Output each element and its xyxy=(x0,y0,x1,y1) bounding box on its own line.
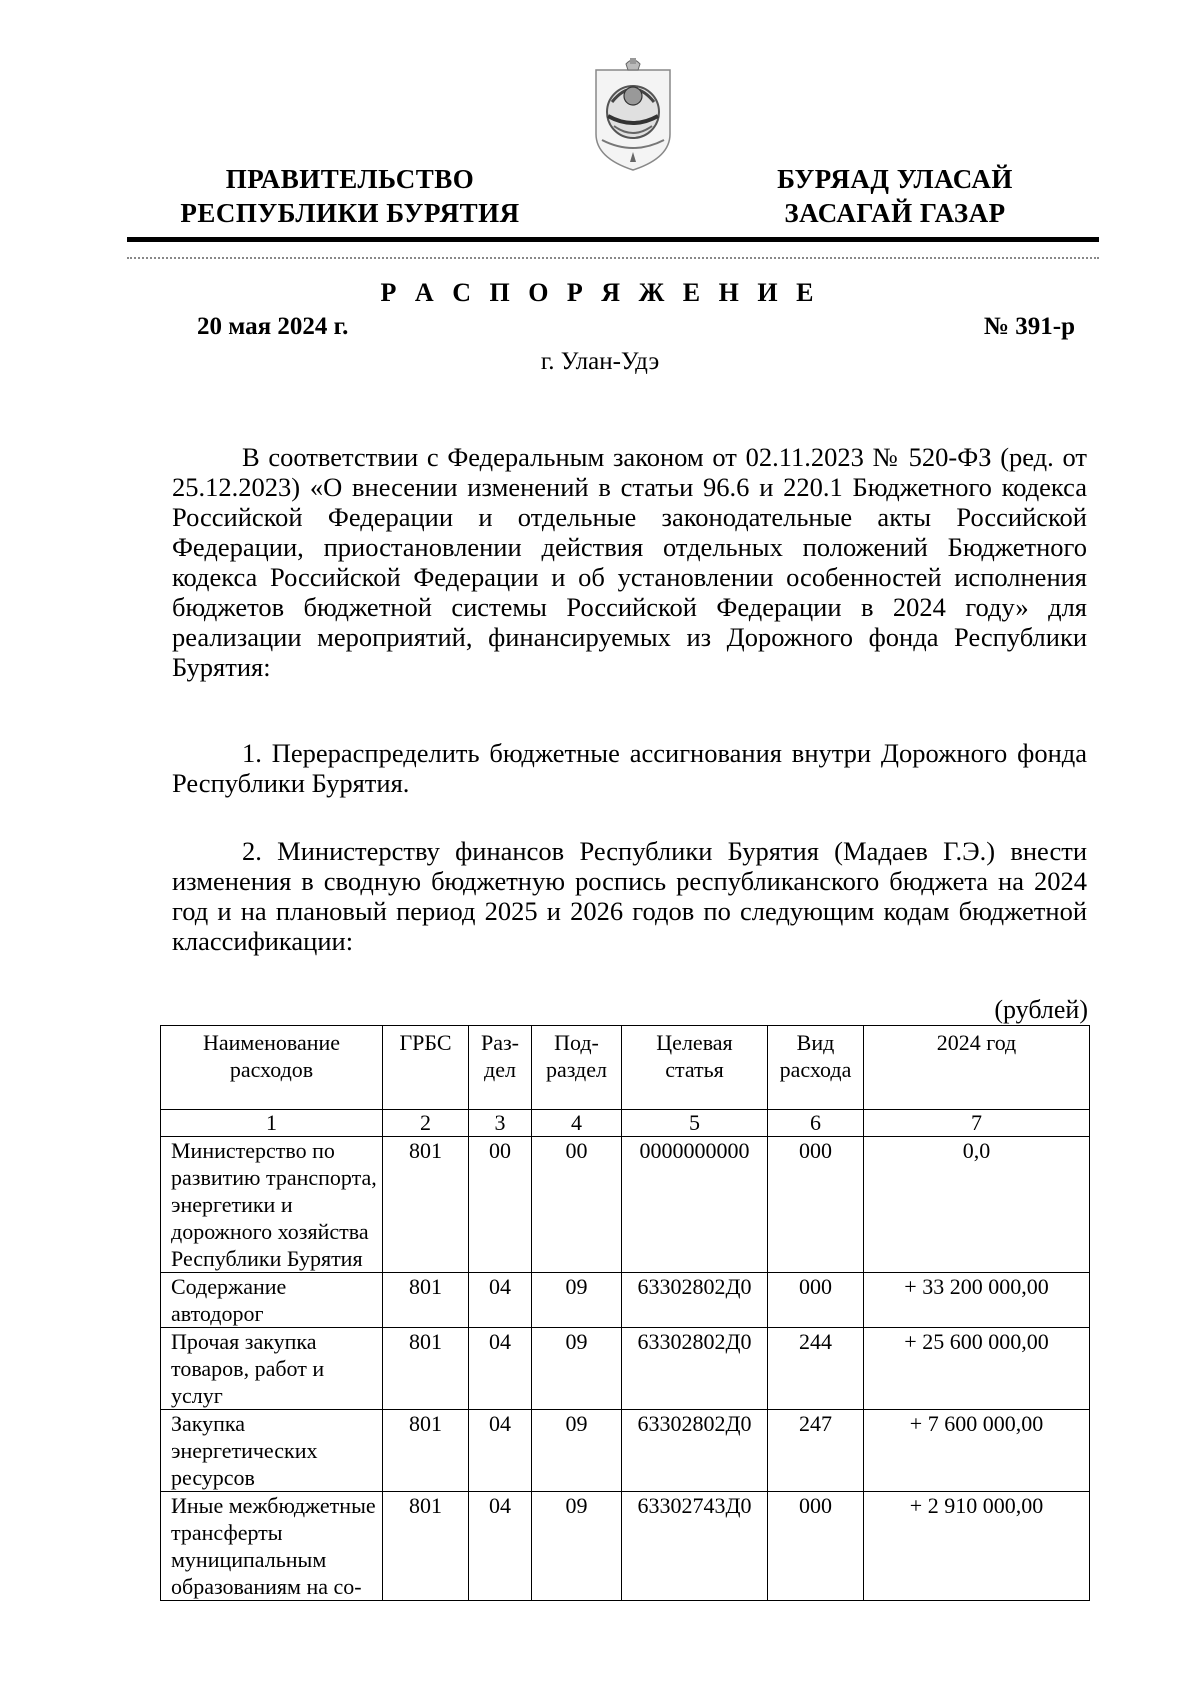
row-target: 63302743Д0 xyxy=(622,1492,768,1601)
row-podrazdel: 09 xyxy=(532,1328,622,1410)
row-grbs: 801 xyxy=(383,1328,469,1410)
row-grbs: 801 xyxy=(383,1273,469,1328)
header-name: Наименование расходов xyxy=(161,1026,383,1110)
row-grbs: 801 xyxy=(383,1410,469,1492)
table-header-row xyxy=(161,1026,1090,1110)
header-year: 2024 год xyxy=(864,1026,1090,1110)
header-target: Целевая статья xyxy=(622,1026,768,1110)
row-name: Закупка энергетических ресурсов xyxy=(161,1410,383,1492)
table-row xyxy=(161,1137,1090,1273)
order-item-1: 1. Перераспределить бюджетные ассигнования внутри Дорожного фонда Республики Бурятия. xyxy=(172,738,1087,798)
header-vid: Вид расхода xyxy=(768,1026,864,1110)
government-name-russian xyxy=(160,162,540,230)
row-amount: 0,0 xyxy=(864,1137,1090,1273)
row-name: Содержание автодорог xyxy=(161,1273,383,1328)
header-divider-dotted xyxy=(127,257,1099,259)
order-item-2: 2. Министерству финансов Республики Бурятия (Мадаев Г.Э.) внести изменения в сводную бюджетную роспись республиканского бюджета на 2024 год и на плановый период 2025 и 2026 годов по следующим кодам бюджетной классификации: xyxy=(172,836,1087,956)
col-number: 2 xyxy=(383,1110,469,1137)
row-name: Иные межбюджетные трансферты муниципальным образованиям на со- xyxy=(161,1492,383,1601)
table-row xyxy=(161,1492,1090,1601)
row-vid: 000 xyxy=(768,1273,864,1328)
col-number: 4 xyxy=(532,1110,622,1137)
document-date: 20 мая 2024 г. xyxy=(197,313,349,340)
row-amount: + 25 600 000,00 xyxy=(864,1328,1090,1410)
table-row xyxy=(161,1328,1090,1410)
row-target: 0000000000 xyxy=(622,1137,768,1273)
coat-of-arms-emblem xyxy=(592,56,674,174)
government-name-buryat xyxy=(745,162,1045,230)
row-amount: + 2 910 000,00 xyxy=(864,1492,1090,1601)
row-amount: + 7 600 000,00 xyxy=(864,1410,1090,1492)
col-number: 5 xyxy=(622,1110,768,1137)
row-target: 63302802Д0 xyxy=(622,1410,768,1492)
header-podrazdel: Под-раздел xyxy=(532,1026,622,1110)
row-razdel: 04 xyxy=(469,1328,532,1410)
row-vid: 000 xyxy=(768,1492,864,1601)
col-number: 6 xyxy=(768,1110,864,1137)
row-target: 63302802Д0 xyxy=(622,1328,768,1410)
header-grbs: ГРБС xyxy=(383,1026,469,1110)
budget-table xyxy=(160,1025,1090,1601)
row-amount: + 33 200 000,00 xyxy=(864,1273,1090,1328)
preamble-paragraph: В соответствии с Федеральным законом от 02.11.2023 № 520-ФЗ (ред. от 25.12.2023) «О внесении изменений в статьи 96.6 и 220.1 Бюджетного кодекса Российской Федерации и отдельные законодательные акты Российской Федерации, приостановлении действия отдельных положений Бюджетного кодекса Российской Федерации и об установлении особенностей исполнения бюджетов бюджетной системы Российской Федерации в 2024 году» для реализации мероприятий, финансируемых из Дорожного фонда Республики Бурятия: xyxy=(172,442,1087,682)
org-bur-line1: БУРЯАД УЛАСАЙ xyxy=(777,164,1013,194)
row-podrazdel: 00 xyxy=(532,1137,622,1273)
row-grbs: 801 xyxy=(383,1492,469,1601)
col-number: 1 xyxy=(161,1110,383,1137)
row-vid: 247 xyxy=(768,1410,864,1492)
org-ru-line2: РЕСПУБЛИКИ БУРЯТИЯ xyxy=(180,198,520,228)
row-podrazdel: 09 xyxy=(532,1410,622,1492)
row-podrazdel: 09 xyxy=(532,1273,622,1328)
table-row xyxy=(161,1410,1090,1492)
document-number: № 391-р xyxy=(983,313,1075,340)
table-unit-label: (рублей) xyxy=(994,995,1088,1024)
row-vid: 244 xyxy=(768,1328,864,1410)
row-razdel: 00 xyxy=(469,1137,532,1273)
table-row xyxy=(161,1273,1090,1328)
row-razdel: 04 xyxy=(469,1273,532,1328)
document-city: г. Улан-Удэ xyxy=(540,348,660,375)
col-number: 3 xyxy=(469,1110,532,1137)
row-razdel: 04 xyxy=(469,1492,532,1601)
table-column-numbers-row xyxy=(161,1110,1090,1137)
row-razdel: 04 xyxy=(469,1410,532,1492)
row-target: 63302802Д0 xyxy=(622,1273,768,1328)
org-bur-line2: ЗАСАГАЙ ГАЗАР xyxy=(784,198,1006,228)
org-ru-line1: ПРАВИТЕЛЬСТВО xyxy=(225,164,475,194)
row-name: Прочая закупка товаров, работ и услуг xyxy=(161,1328,383,1410)
row-podrazdel: 09 xyxy=(532,1492,622,1601)
row-vid: 000 xyxy=(768,1137,864,1273)
document-type-title: Р А С П О Р Я Ж Е Н И Е xyxy=(380,278,820,307)
col-number: 7 xyxy=(864,1110,1090,1137)
row-name: Министерство по развитию транспорта, энергетики и дорожного хозяйства Республики Бурятия xyxy=(161,1137,383,1273)
header-divider-thick xyxy=(127,237,1099,242)
row-grbs: 801 xyxy=(383,1137,469,1273)
header-razdel: Раз-дел xyxy=(469,1026,532,1110)
